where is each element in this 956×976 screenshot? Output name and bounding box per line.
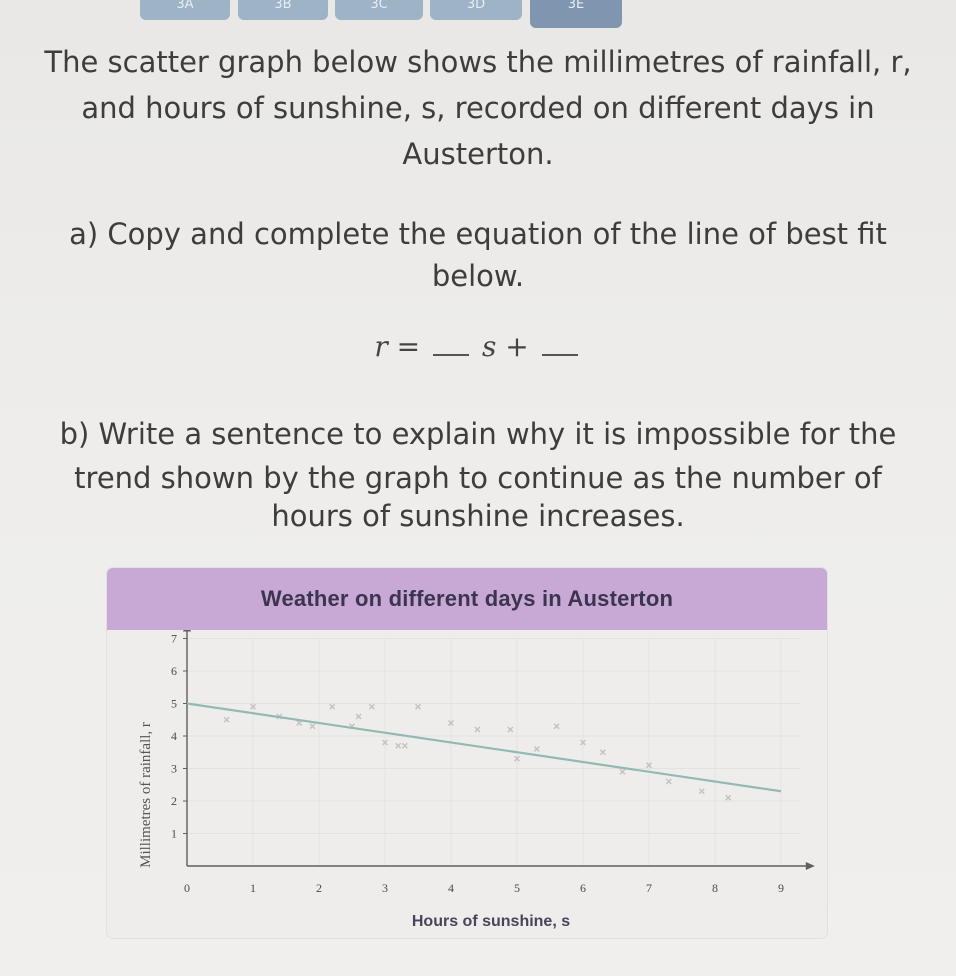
grid-lines (187, 639, 801, 867)
data-point-14 (475, 727, 480, 732)
x-tick-6: 6 (580, 881, 586, 895)
tab-3a[interactable]: 3A (140, 0, 230, 20)
gradient-blank[interactable] (433, 332, 469, 356)
equation-mid: s + (481, 330, 529, 363)
chart-card (107, 568, 827, 938)
scatter-chart (107, 630, 827, 938)
data-point-11 (402, 743, 407, 748)
y-tick-6: 6 (171, 664, 177, 678)
x-tick-7: 7 (646, 881, 652, 895)
y-tick-3: 3 (171, 761, 177, 776)
x-tick-0: 0 (184, 881, 190, 895)
data-point-18 (554, 724, 559, 729)
y-tick-2: 2 (171, 794, 177, 808)
y-tick-4: 4 (171, 729, 177, 743)
data-point-12 (416, 704, 421, 709)
data-point-23 (666, 779, 671, 784)
data-point-5 (330, 704, 335, 709)
data-point-8 (369, 704, 374, 709)
data-point-15 (508, 727, 513, 732)
data-point-20 (600, 750, 605, 755)
intro-line-3: Austerton. (402, 137, 554, 171)
data-point-0 (224, 717, 229, 722)
intercept-blank[interactable] (542, 332, 578, 356)
y-axis-label: Millimetres of rainfall, r (138, 722, 154, 868)
x-tick-labels (184, 881, 784, 895)
line-of-best-fit (187, 704, 781, 792)
data-point-21 (620, 769, 625, 774)
part-b-line-2: trend shown by the graph to continue as the number of (74, 461, 882, 495)
part-a-line-2: below. (431, 259, 525, 293)
x-tick-3: 3 (382, 881, 388, 895)
x-axis-arrow (806, 862, 815, 870)
data-points (224, 704, 731, 800)
part-b-line-3: hours of sunshine increases. (271, 499, 685, 533)
x-tick-2: 2 (316, 881, 322, 895)
data-point-24 (699, 789, 704, 794)
x-tick-8: 8 (712, 881, 718, 895)
part-b-line-1: b) Write a sentence to explain why it is impossible for the (59, 417, 897, 451)
best-fit (187, 704, 781, 792)
y-tick-1: 1 (171, 826, 177, 841)
y-tick-5: 5 (171, 696, 177, 711)
intro-line-2: and hours of sunshine, s, recorded on different days in (81, 91, 875, 125)
tab-3c[interactable]: 3C (335, 0, 423, 20)
equation-lhs: r = (374, 330, 421, 363)
data-point-7 (356, 714, 361, 719)
tab-3e[interactable]: 3E (530, 0, 622, 28)
intro-line-1: The scatter graph below shows the millimetres of rainfall, r, (44, 45, 912, 79)
x-tick-4: 4 (448, 881, 454, 895)
chart-title: Weather on different days in Austerton (107, 568, 827, 630)
data-point-4 (310, 724, 315, 729)
question-tabs (0, 0, 956, 28)
part-a-line-1: a) Copy and complete the equation of the line of best fit (69, 217, 887, 251)
y-axis-arrow (183, 630, 191, 632)
data-point-17 (534, 747, 539, 752)
equation (0, 330, 956, 363)
data-point-10 (396, 743, 401, 748)
x-tick-9: 9 (778, 881, 784, 895)
y-tick-labels (171, 632, 187, 841)
data-point-25 (726, 795, 731, 800)
x-tick-5: 5 (514, 881, 520, 895)
tab-3b[interactable]: 3B (238, 0, 328, 20)
tab-3d[interactable]: 3D (430, 0, 522, 20)
x-axis-label: Hours of sunshine, s (411, 913, 571, 930)
y-tick-7: 7 (171, 631, 177, 646)
x-tick-1: 1 (250, 881, 256, 895)
